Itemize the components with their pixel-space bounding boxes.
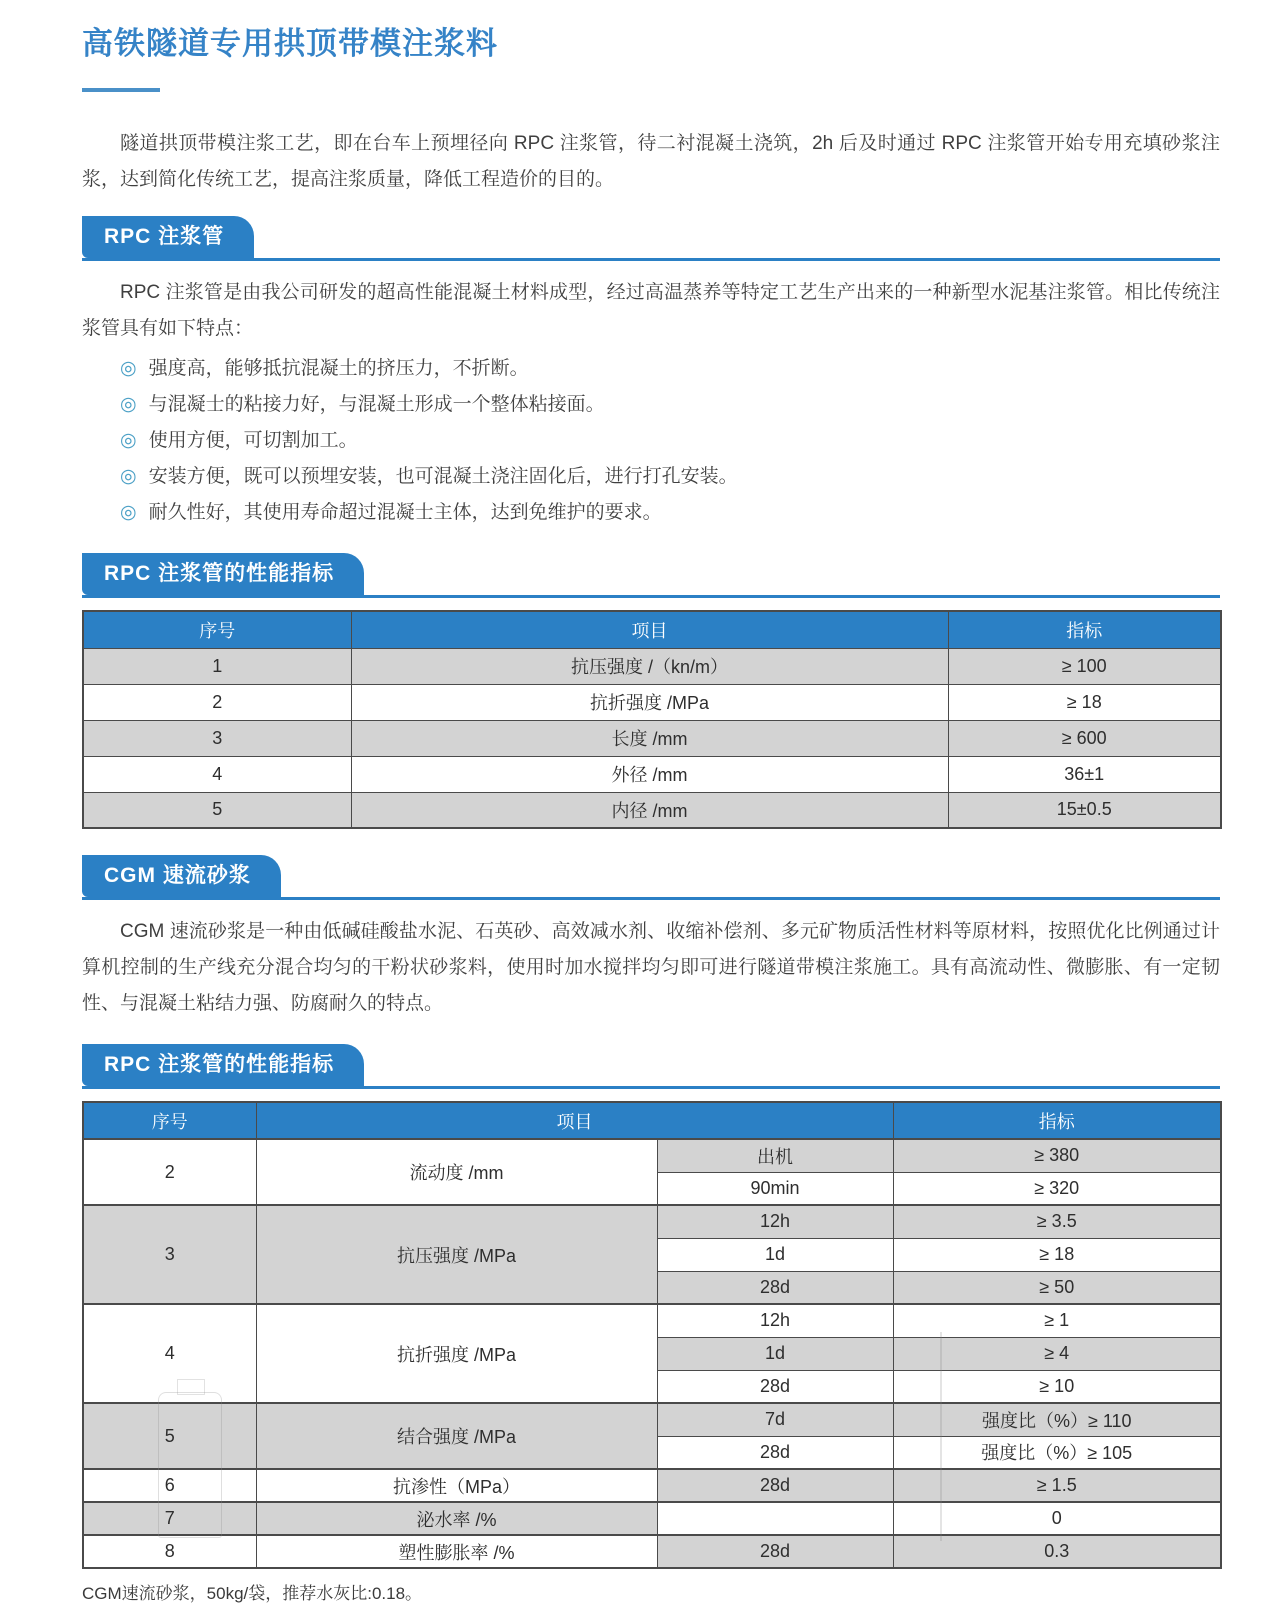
double-circle-bullet-icon: ◎ [120, 430, 137, 451]
cell-value: ≥ 1.5 [893, 1469, 1221, 1502]
cell-no: 7 [83, 1502, 256, 1535]
section-header-rpc [82, 216, 1220, 261]
column-header-no: 序号 [83, 611, 351, 648]
cell-value: 0.3 [893, 1535, 1221, 1568]
cell-condition: 28d [657, 1469, 893, 1502]
cell-item: 内径 /mm [351, 792, 948, 828]
title-underline-rule [82, 88, 160, 92]
section-badge-rpc: RPC 注浆管 [82, 216, 254, 258]
cell-no: 2 [83, 1139, 256, 1205]
cell-value: ≥ 4 [893, 1337, 1221, 1370]
cell-item: 抗折强度 /MPa [351, 684, 948, 720]
cell-no: 5 [83, 1403, 256, 1469]
feature-text: 强度高，能够抵抗混凝土的挤压力，不折断。 [148, 358, 529, 379]
intro-paragraph: 隧道拱顶带模注浆工艺，即在台车上预埋径向 RPC 注浆管，待二衬混凝土浇筑，2h 后及时通过 RPC 注浆管开始专用充填砂浆注浆，达到简化传统工艺，提高注浆质量，降低工程造价的目的。 [82, 133, 1220, 190]
section-badge-cgm: CGM 速流砂浆 [82, 855, 281, 897]
cell-no: 3 [83, 1205, 256, 1304]
page-title: 高铁隧道专用拱顶带模注浆料 [82, 26, 498, 61]
cell-no: 3 [83, 720, 351, 756]
section-header-cgm [82, 855, 1220, 900]
cell-condition: 出机 [657, 1139, 893, 1172]
table-row [83, 720, 1221, 756]
table-row [83, 756, 1221, 792]
double-circle-bullet-icon: ◎ [120, 394, 137, 415]
cell-value: ≥ 600 [948, 720, 1221, 756]
list-item [120, 387, 1220, 423]
cell-item: 流动度 /mm [256, 1139, 657, 1205]
cell-condition: 1d [657, 1337, 893, 1370]
cell-value: ≥ 3.5 [893, 1205, 1221, 1238]
cell-item: 抗压强度 /MPa [256, 1205, 657, 1304]
cell-condition: 28d [657, 1436, 893, 1469]
double-circle-bullet-icon: ◎ [120, 466, 137, 487]
table-row [83, 1205, 1221, 1238]
cell-item: 塑性膨胀率 /% [256, 1535, 657, 1568]
table-row [83, 648, 1221, 684]
table-row [83, 684, 1221, 720]
cell-condition [657, 1502, 893, 1535]
cell-value: ≥ 10 [893, 1370, 1221, 1403]
table-row [83, 792, 1221, 828]
table-header-row [83, 611, 1221, 648]
cell-item: 外径 /mm [351, 756, 948, 792]
feature-text: 与混凝士的粘接力好，与混凝土形成一个整体粘接面。 [148, 394, 605, 415]
section-badge-rpc-specs: RPC 注浆管的性能指标 [82, 553, 364, 595]
packaging-footnote: CGM速流砂浆，50kg/袋，推荐水灰比:0.18。 [82, 1584, 423, 1603]
cell-value: ≥ 50 [893, 1271, 1221, 1304]
cell-no: 5 [83, 792, 351, 828]
list-item [120, 459, 1220, 495]
double-circle-bullet-icon: ◎ [120, 502, 137, 523]
column-header-value: 指标 [893, 1102, 1221, 1139]
cell-condition: 7d [657, 1403, 893, 1436]
cell-condition: 12h [657, 1205, 893, 1238]
cell-item: 长度 /mm [351, 720, 948, 756]
column-header-item: 项目 [351, 611, 948, 648]
cell-condition: 28d [657, 1370, 893, 1403]
cgm-performance-table [82, 1101, 1222, 1569]
table-row [83, 1469, 1221, 1502]
cell-value: ≥ 100 [948, 648, 1221, 684]
feature-text: 安装方便，既可以预埋安装，也可混凝土浇注固化后，进行打孔安装。 [148, 466, 738, 487]
rpc-description-paragraph: RPC 注浆管是由我公司研发的超高性能混凝土材料成型，经过高温蒸养等特定工艺生产出来的一种新型水泥基注浆管。相比传统注浆管具有如下特点： [82, 282, 1220, 339]
cell-condition: 28d [657, 1271, 893, 1304]
cell-value: ≥ 320 [893, 1172, 1221, 1205]
cell-condition: 28d [657, 1535, 893, 1568]
cgm-description-paragraph: CGM 速流砂浆是一种由低碱硅酸盐水泥、石英砂、高效减水剂、收缩补偿剂、多元矿物质活性材料等原材料，按照优化比例通过计算机控制的生产线充分混合均匀的干粉状砂浆料，使用时加水搅拌均匀即可进行隧道带模注浆施工。具有高流动性、微膨胀、有一定韧性、与混凝土粘结力强、防腐耐久的特点。 [82, 921, 1220, 1014]
cell-condition: 1d [657, 1238, 893, 1271]
cell-item: 抗渗性（MPa） [256, 1469, 657, 1502]
rpc-performance-table [82, 610, 1222, 829]
cell-value: ≥ 380 [893, 1139, 1221, 1172]
section-header-cgm-specs [82, 1044, 1220, 1089]
list-item [120, 423, 1220, 459]
list-item [120, 495, 1220, 531]
table-row [83, 1304, 1221, 1337]
table-row [83, 1502, 1221, 1535]
cell-condition: 90min [657, 1172, 893, 1205]
table-row [83, 1403, 1221, 1436]
section-badge-cgm-specs: RPC 注浆管的性能指标 [82, 1044, 364, 1086]
column-header-no: 序号 [83, 1102, 256, 1139]
cell-no: 4 [83, 1304, 256, 1403]
cell-value: ≥ 1 [893, 1304, 1221, 1337]
feature-text: 耐久性好，其使用寿命超过混凝士主体，达到免维护的要求。 [148, 502, 662, 523]
list-item [120, 351, 1220, 387]
cell-condition: 12h [657, 1304, 893, 1337]
column-header-item: 项目 [256, 1102, 893, 1139]
cell-no: 1 [83, 648, 351, 684]
cell-value: ≥ 18 [948, 684, 1221, 720]
cell-value: ≥ 18 [893, 1238, 1221, 1271]
cell-item: 抗折强度 /MPa [256, 1304, 657, 1403]
cell-no: 8 [83, 1535, 256, 1568]
cell-value: 0 [893, 1502, 1221, 1535]
cell-value: 强度比（%）≥ 110 [893, 1403, 1221, 1436]
table-row [83, 1139, 1221, 1172]
cell-value: 强度比（%）≥ 105 [893, 1436, 1221, 1469]
cell-no: 6 [83, 1469, 256, 1502]
table-header-row [83, 1102, 1221, 1139]
table-row [83, 1535, 1221, 1568]
cell-item: 泌水率 /% [256, 1502, 657, 1535]
cell-value: 15±0.5 [948, 792, 1221, 828]
rpc-feature-list [82, 351, 1220, 531]
double-circle-bullet-icon: ◎ [120, 358, 137, 379]
cell-item: 抗压强度 /（kn/m） [351, 648, 948, 684]
cell-no: 2 [83, 684, 351, 720]
feature-text: 使用方便，可切割加工。 [148, 430, 358, 451]
column-header-value: 指标 [948, 611, 1221, 648]
cell-item: 结合强度 /MPa [256, 1403, 657, 1469]
cell-value: 36±1 [948, 756, 1221, 792]
cell-no: 4 [83, 756, 351, 792]
section-header-rpc-specs [82, 553, 1220, 598]
